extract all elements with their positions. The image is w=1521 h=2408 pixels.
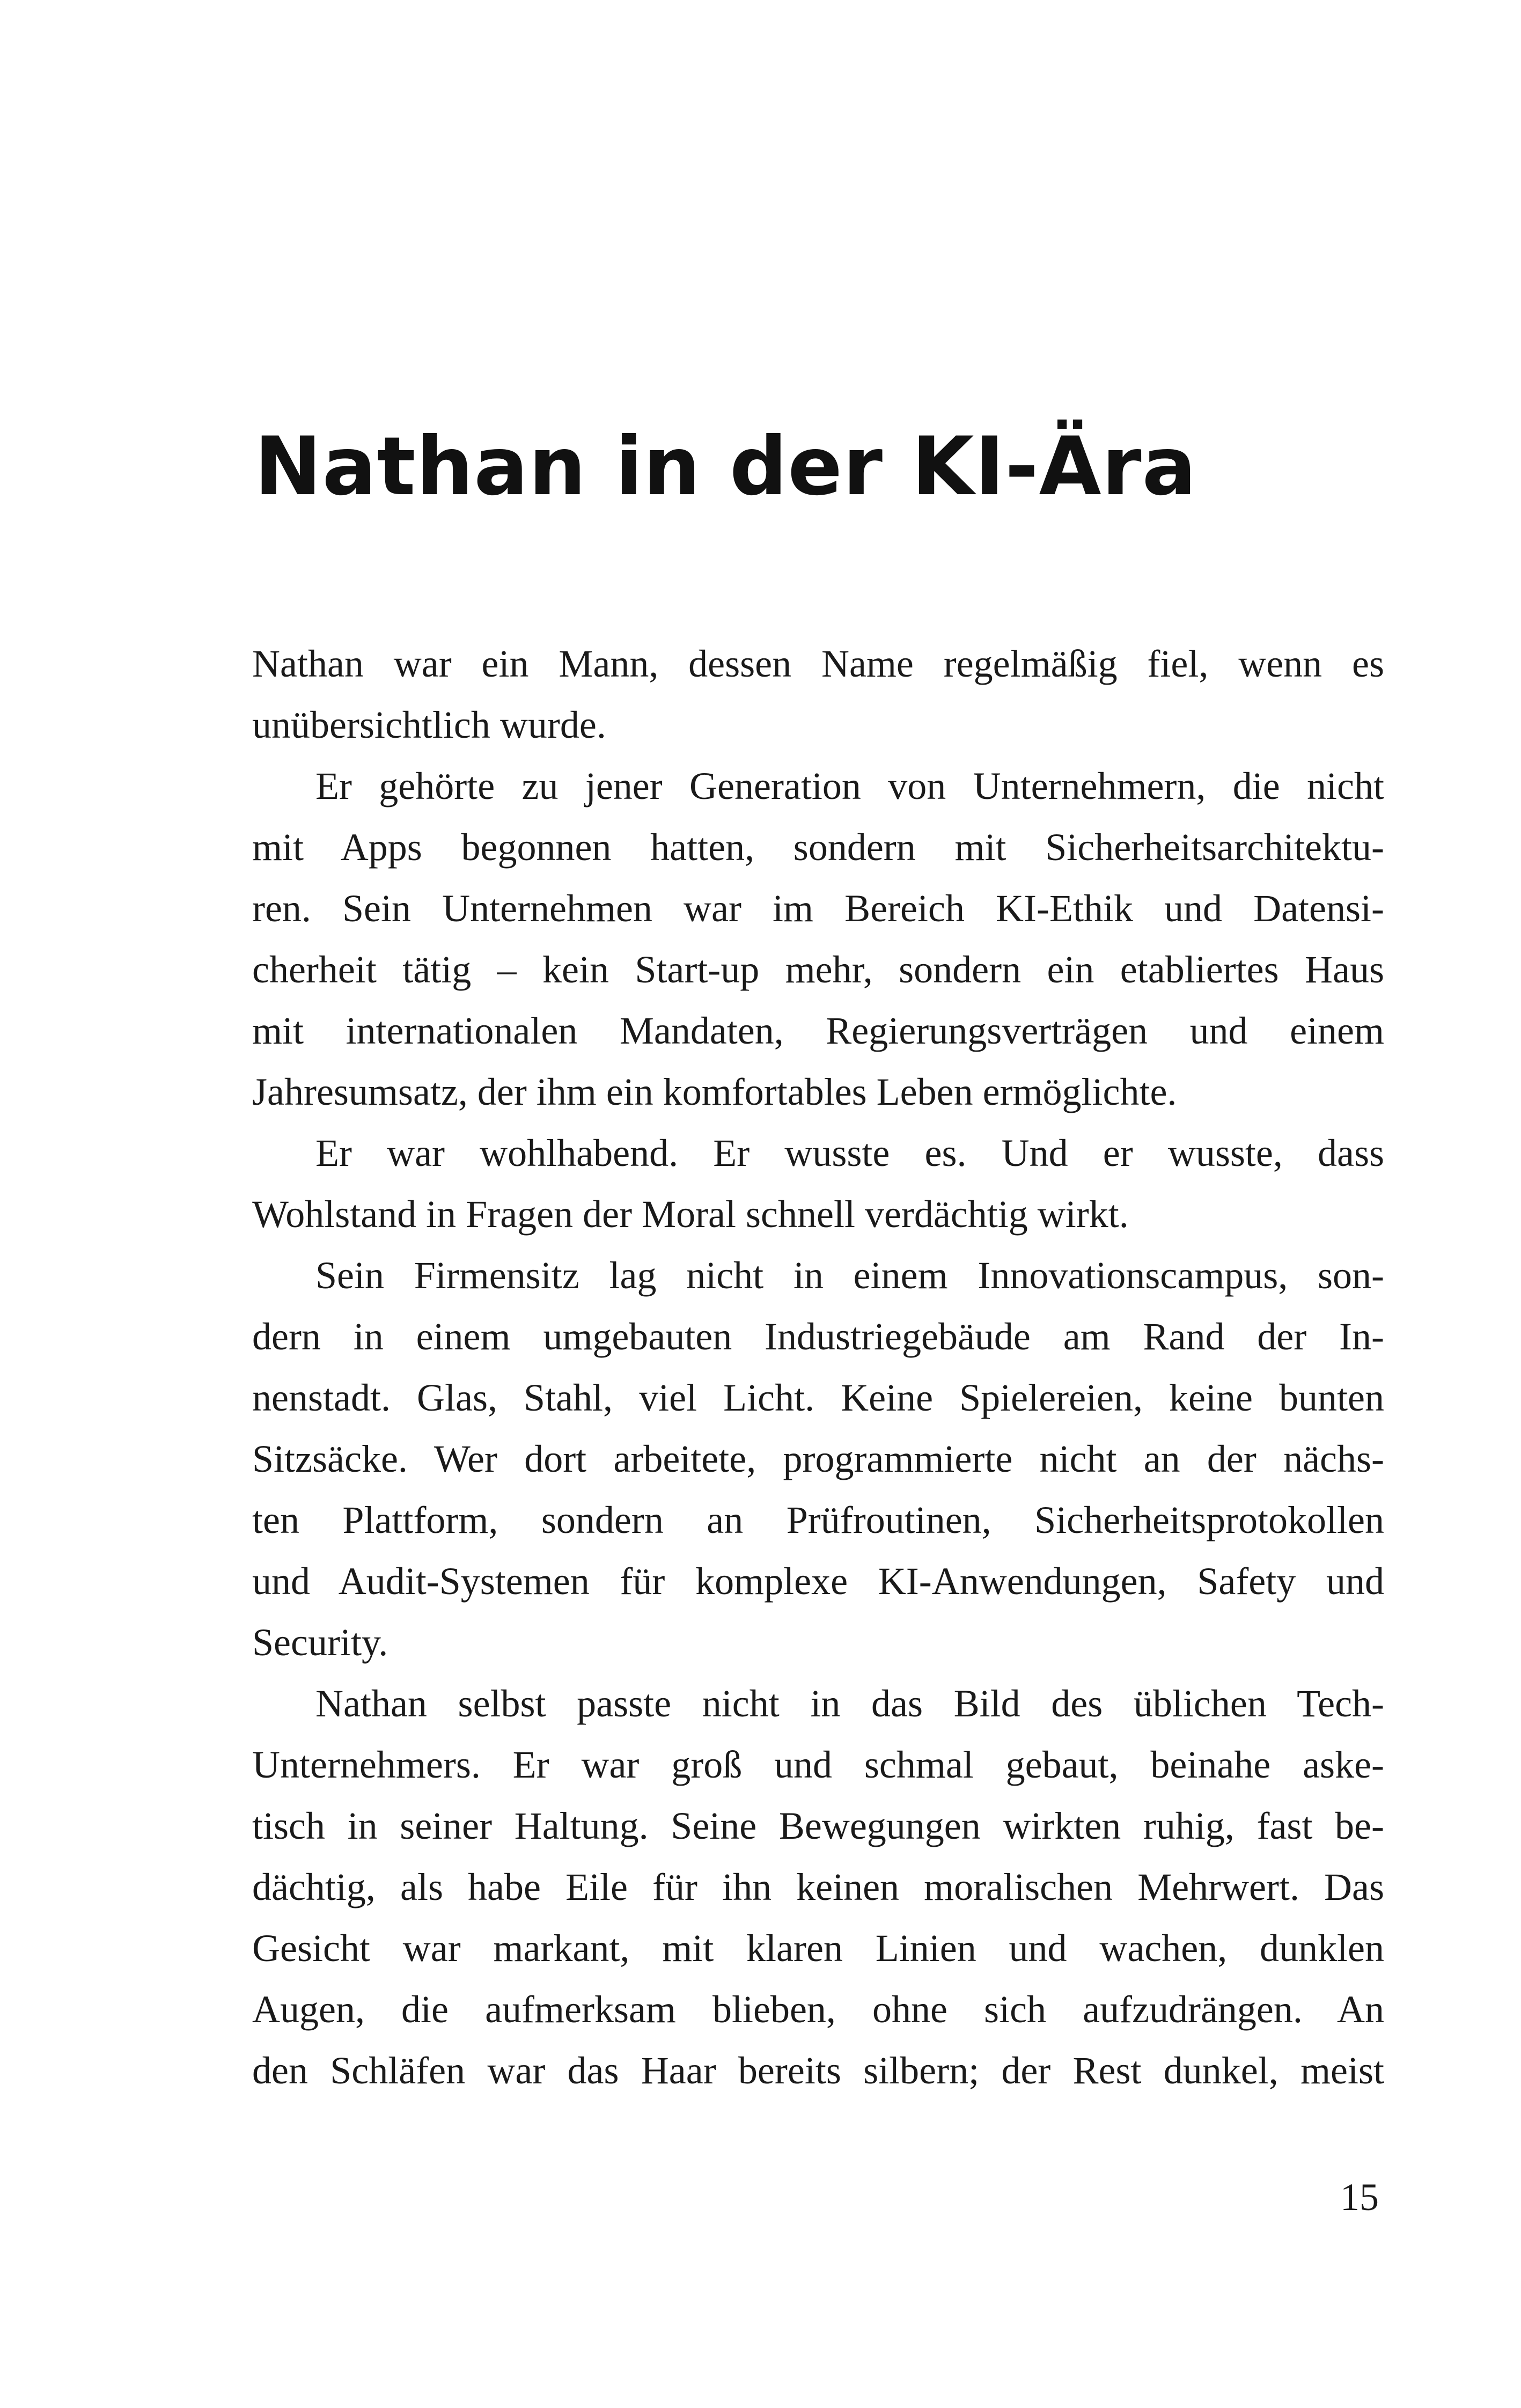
text-line: dern in einem umgebauten Industriegebäude am Rand der In-	[252, 1315, 1384, 1358]
page-number: 15	[1340, 2176, 1379, 2219]
text-line: Er gehörte zu jener Generation von Unternehmern, die nicht	[315, 765, 1384, 807]
text-line: Augen, die aufmerksam blieben, ohne sich aufzudrängen. An	[252, 1988, 1384, 2031]
text-line: Sein Firmensitz lag nicht in einem Innovationscampus, son-	[315, 1254, 1384, 1297]
text-line: Gesicht war markant, mit klaren Linien und wachen, dunklen	[252, 1927, 1384, 1970]
text-line: ten Plattform, sondern an Prüfroutinen, Sicherheitsprotokollen	[252, 1499, 1384, 1541]
body-text	[252, 633, 1384, 2101]
text-line: Er war wohlhabend. Er wusste es. Und er wusste, dass	[315, 1132, 1384, 1174]
text-line: mit internationalen Mandaten, Regierungsverträgen und einem	[252, 1009, 1384, 1052]
text-line: den Schläfen war das Haar bereits silbern; der Rest dunkel, meist	[252, 2049, 1384, 2092]
text-line: nenstadt. Glas, Stahl, viel Licht. Keine Spielereien, keine bunten	[252, 1376, 1384, 1419]
text-line: mit Apps begonnen hatten, sondern mit Sicherheitsarchitektu-	[252, 826, 1384, 869]
text-line: unübersichtlich wurde.	[252, 703, 606, 746]
chapter-title: Nathan in der KI-Ära	[254, 420, 1197, 513]
text-line: ren. Sein Unternehmen war im Bereich KI-Ethik und Datensi-	[252, 887, 1384, 930]
text-line: und Audit-Systemen für komplexe KI-Anwendungen, Safety und	[252, 1560, 1384, 1603]
text-line: Unternehmers. Er war groß und schmal gebaut, beinahe aske-	[252, 1743, 1384, 1786]
text-line: Nathan selbst passte nicht in das Bild des üblichen Tech-	[315, 1682, 1384, 1725]
text-line: Wohlstand in Fragen der Moral schnell verdächtig wirkt.	[252, 1193, 1129, 1236]
text-line: cherheit tätig – kein Start-up mehr, sondern ein etabliertes Haus	[252, 948, 1384, 991]
text-line: Security.	[252, 1621, 388, 1664]
text-line: Sitzsäcke. Wer dort arbeitete, programmierte nicht an der nächs-	[252, 1437, 1384, 1480]
text-line: Nathan war ein Mann, dessen Name regelmäßig fiel, wenn es	[252, 642, 1384, 685]
text-line: Jahresumsatz, der ihm ein komfortables Leben ermöglichte.	[252, 1070, 1177, 1113]
text-line: tisch in seiner Haltung. Seine Bewegungen wirkten ruhig, fast be-	[252, 1804, 1384, 1847]
text-line: dächtig, als habe Eile für ihn keinen moralischen Mehrwert. Das	[252, 1866, 1384, 1908]
